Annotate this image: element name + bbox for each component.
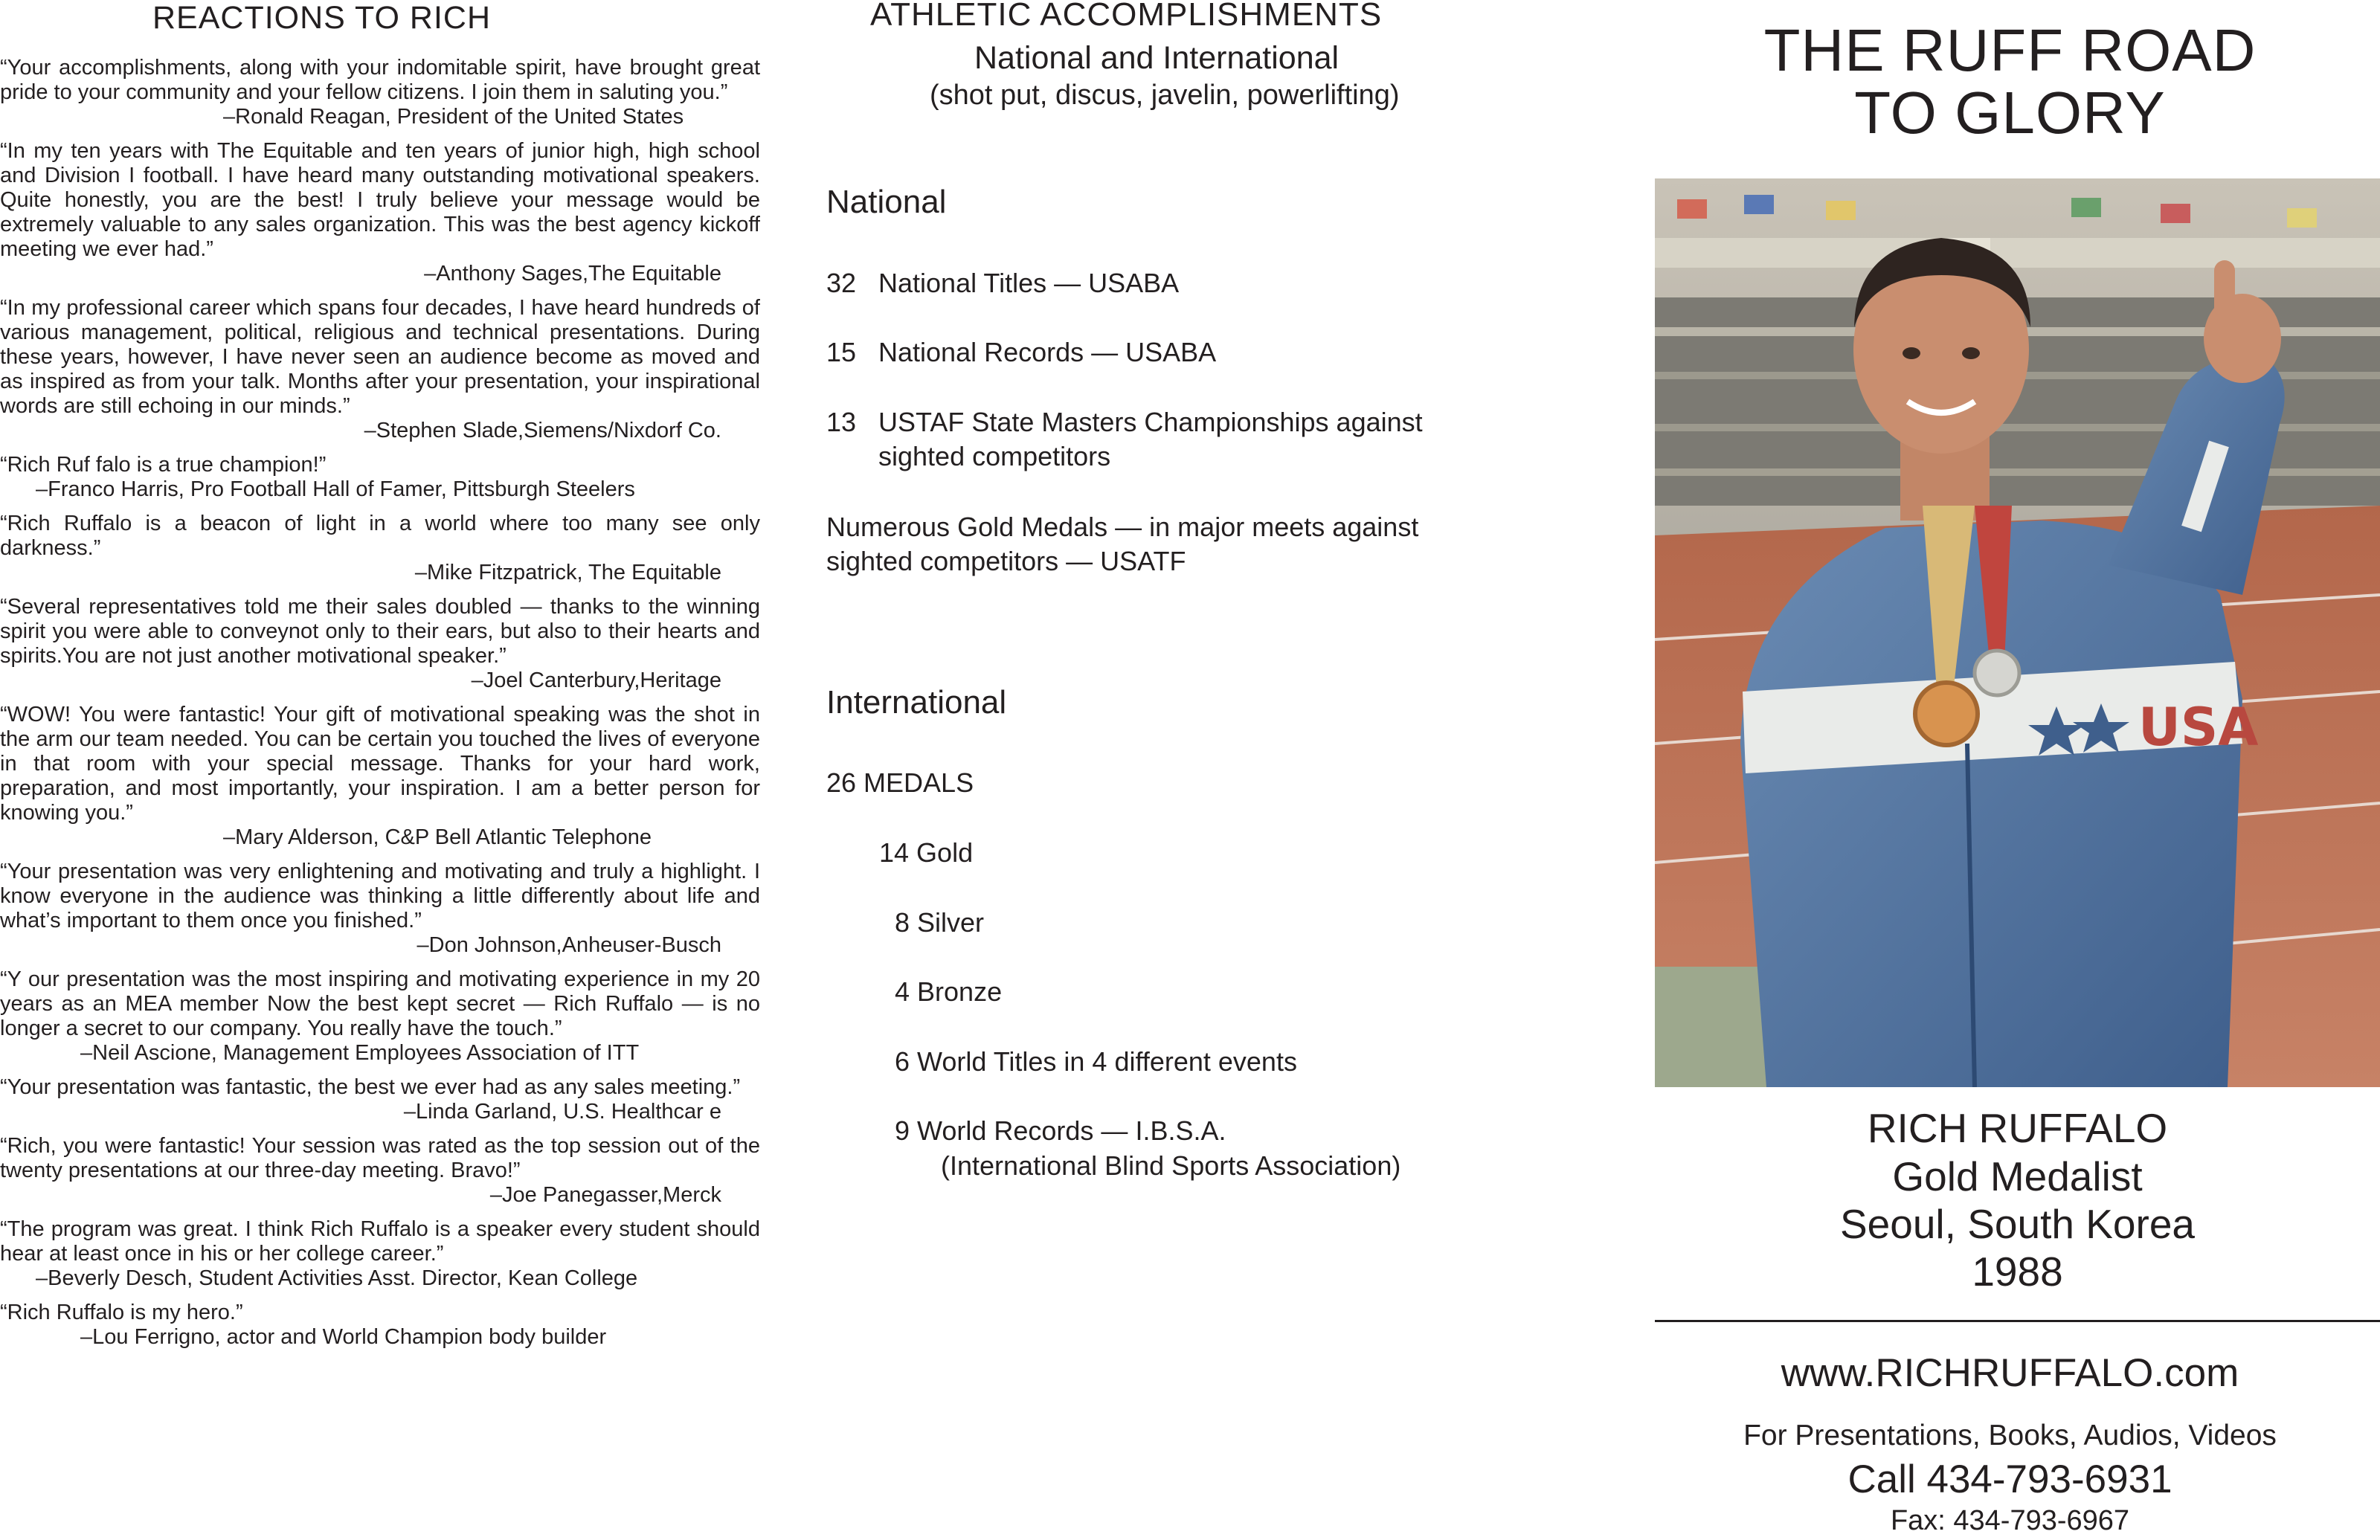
testimonial — [0, 296, 760, 443]
testimonial — [0, 1134, 760, 1208]
testimonial — [0, 860, 760, 958]
testimonial-quote: “Y our presentation was the most inspiring and motivating experience in my 20 years as an MEA member Now the best kept secret — Rich Ruffalo — is no longer a secret to our company. You really have the touch.” — [0, 967, 760, 1040]
cover-title-line2: TO GLORY — [1854, 80, 2166, 146]
jacket-text: USA — [2138, 697, 2259, 758]
testimonial-quote: “Rich Ruffalo is my hero.” — [0, 1301, 243, 1324]
cover-title — [1655, 19, 2365, 144]
testimonial — [0, 703, 760, 850]
reactions-heading: REACTIONS TO RICH — [152, 0, 492, 36]
testimonial-quote: “Your presentation was very enlightening and motivating and truly a highlight. I know everyone in the audience was thinking a little differently about life and what’s important to them once you finished.” — [0, 860, 760, 932]
fax-number: Fax: 434-793-6967 — [1890, 1505, 2130, 1536]
testimonial-attribution: –Lou Ferrigno, actor and World Champion body builder — [80, 1325, 607, 1349]
website-link[interactable]: www.RICHRUFFALO.com — [1781, 1351, 2239, 1395]
world-titles: 6 World Titles in 4 different events — [895, 1046, 1297, 1077]
testimonial-attribution: –Stephen Slade,Siemens/Nixdorf Co. — [364, 419, 721, 442]
testimonial — [0, 139, 760, 286]
medal-title: Gold Medalist — [1892, 1153, 2143, 1199]
testimonial — [0, 595, 760, 693]
world-records: 9 World Records — I.B.S.A. — [895, 1115, 1226, 1146]
stat-number: 15 — [826, 337, 857, 367]
testimonial-attribution: –Linda Garland, U.S. Healthcar e — [403, 1100, 721, 1124]
testimonial-attribution: –Anthony Sages,The Equitable — [424, 262, 721, 286]
testimonial — [0, 1075, 760, 1124]
event-year: 1988 — [1972, 1249, 2063, 1295]
testimonial-quote: “Rich Ruffalo is a beacon of light in a world where too many see only darkness.” — [0, 512, 760, 560]
testimonial-quote: “The program was great. I think Rich Ruffalo is a speaker every student should hear at least once in his or her college career.” — [0, 1217, 760, 1266]
testimonial-attribution: –Joe Panegasser,Merck — [489, 1183, 721, 1207]
testimonial — [0, 56, 760, 129]
testimonial — [0, 967, 760, 1066]
bronze-count: 4 Bronze — [895, 976, 1003, 1007]
testimonial-quote: “In my ten years with The Equitable and ten years of junior high, high school and Division I football. I have heard many outstanding motivational speakers. Quite honestly, you are the best! I truly believe your message would be extremely valuable to any sales organization. This was the best agency kickoff meeting we ever had.” — [0, 139, 760, 261]
testimonial — [0, 512, 760, 585]
national-heading: National — [826, 184, 947, 220]
accomplishments-panel — [826, 0, 1525, 1540]
stat-text-continued: sighted competitors — [878, 441, 1111, 471]
testimonial — [0, 1217, 760, 1291]
stat-text: National Titles — USABA — [878, 268, 1180, 298]
testimonial-attribution: –Ronald Reagan, President of the United States — [223, 105, 684, 129]
testimonial — [0, 453, 760, 502]
testimonial — [0, 1301, 760, 1350]
medals-total: 26 MEDALS — [826, 767, 974, 798]
testimonial-quote: “Rich Ruf falo is a true champion!” — [0, 453, 327, 477]
numerous-medals-line1: Numerous Gold Medals — in major meets against — [826, 512, 1419, 542]
testimonial-quote: “Your accomplishments, along with your indomitable spirit, have brought great pride to your community and your fellow citizens. I join them in saluting you.” — [0, 56, 760, 104]
events-list: (shot put, discus, javelin, powerlifting) — [930, 80, 1400, 111]
quotes-list — [0, 56, 760, 1359]
event-location: Seoul, South Korea — [1839, 1201, 2195, 1247]
stat-text: National Records — USABA — [878, 337, 1217, 367]
accomplishments-subtitle: National and International — [974, 40, 1339, 76]
cover-panel — [1655, 0, 2380, 1540]
gold-count: 14 Gold — [879, 837, 974, 868]
international-heading: International — [826, 684, 1007, 721]
testimonial-quote: “Rich, you were fantastic! Your session was rated as the top session out of the twenty presentations at our three-day meeting. Bravo!” — [0, 1134, 760, 1182]
phone-number[interactable]: Call 434-793-6931 — [1847, 1457, 2172, 1501]
services-text: For Presentations, Books, Audios, Videos — [1743, 1420, 2277, 1452]
national-stat — [826, 335, 1216, 370]
national-stat — [826, 405, 1423, 474]
stat-number: 13 — [826, 407, 857, 437]
athlete-photo — [1655, 178, 2380, 1087]
testimonial-attribution: –Mike Fitzpatrick, The Equitable — [414, 561, 721, 584]
ibsa-note: (International Blind Sports Association) — [941, 1150, 1401, 1181]
athlete-name: RICH RUFFALO — [1867, 1105, 2168, 1151]
silver-count: 8 Silver — [895, 907, 985, 938]
testimonial-quote: “Your presentation was fantastic, the best we ever had as any sales meeting.” — [0, 1075, 741, 1099]
cover-title-line1: THE RUFF ROAD — [1763, 17, 2257, 83]
stat-text: USTAF State Masters Championships against — [878, 407, 1423, 437]
divider — [1655, 1320, 2380, 1322]
testimonial-attribution: –Neil Ascione, Management Employees Association of ITT — [80, 1041, 640, 1065]
stat-number: 32 — [826, 268, 857, 298]
testimonial-attribution: –Mary Alderson, C&P Bell Atlantic Telephone — [223, 825, 652, 849]
reactions-panel — [0, 0, 766, 1540]
testimonial-attribution: –Franco Harris, Pro Football Hall of Famer, Pittsburgh Steelers — [36, 477, 635, 501]
testimonial-quote: “In my professional career which spans four decades, I have heard hundreds of various management, political, religious and technical presentations. During these years, however, I have never seen an audience become as moved and as inspired as from your talk. Months after your presentation, your inspirational words are still echoing in our minds.” — [0, 296, 760, 418]
testimonial-attribution: –Don Johnson,Anheuser-Busch — [416, 933, 721, 957]
testimonial-attribution: –Joel Canterbury,Heritage — [471, 668, 721, 692]
testimonial-attribution: –Beverly Desch, Student Activities Asst. Director, Kean College — [36, 1266, 638, 1290]
testimonial-quote: “Several representatives told me their sales doubled — thanks to the winning spirit you were able to conveynot only to their ears, but also to their hearts and spirits.You are not just another motivational speaker.” — [0, 595, 760, 668]
accomplishments-title: ATHLETIC ACCOMPLISHMENTS — [870, 0, 1383, 33]
athlete-photo-illustration — [1655, 178, 2380, 1087]
testimonial-quote: “WOW! You were fantastic! Your gift of motivational speaking was the shot in the arm our team needed. You can be certain you touched the lives of everyone in that room with your special message. Thanks for your hard work, preparation, and most importantly, your inspiration. I am a better person for knowing you.” — [0, 703, 760, 825]
national-stat — [826, 266, 1179, 300]
numerous-medals-line2: sighted competitors — USATF — [826, 546, 1186, 576]
